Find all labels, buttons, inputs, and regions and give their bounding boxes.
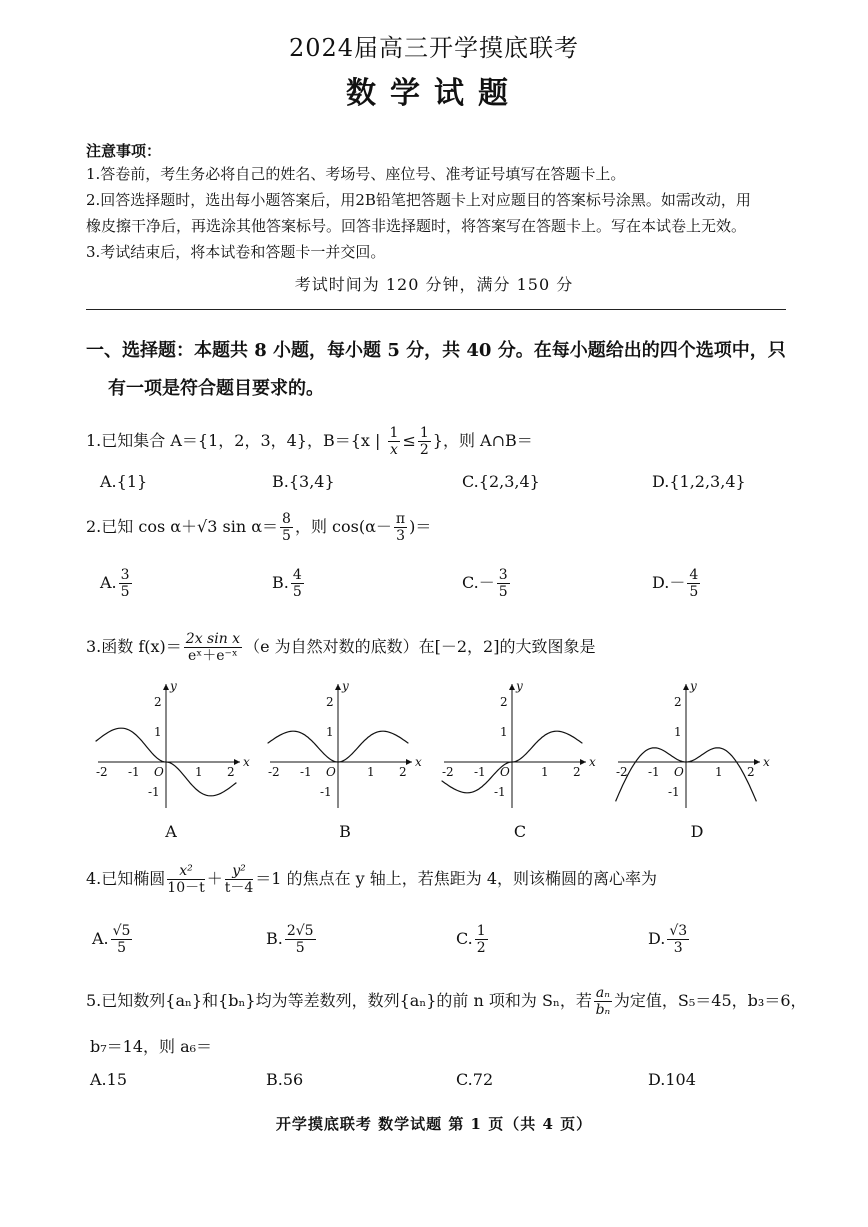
q5-option-d: D.104 (648, 1070, 696, 1089)
graph-c (436, 676, 596, 816)
tick-label-y1: 1 (500, 725, 508, 739)
x-axis-label: x (415, 755, 422, 769)
x-axis-arrow (580, 759, 586, 765)
x-axis-arrow (234, 759, 240, 765)
q4-option-c: C. $\frac{1}{2}$ (456, 923, 486, 956)
tick-label-1: 1 (715, 765, 723, 779)
tick-label-neg2: -2 (616, 765, 628, 779)
tick-label-y2: 2 (674, 695, 682, 709)
tick-label-neg1: -1 (474, 765, 486, 779)
q1-stem: 1.已知集合 A＝{1，2，3，4}，B＝ (86, 431, 351, 450)
tick-label-neg1: -1 (648, 765, 660, 779)
tick-label-yneg1: -1 (494, 785, 506, 799)
tick-label-y2: 2 (326, 695, 334, 709)
q1-option-c: C.{2,3,4} (462, 472, 540, 491)
graph-label-b: B (339, 822, 351, 841)
q2-option-a: A. $\frac{3}{5}$ (100, 567, 130, 600)
origin-label: O (500, 765, 510, 779)
q1-fraction: $\frac{1}{x}$ (389, 425, 399, 458)
tick-label-2: 2 (399, 765, 407, 779)
tick-label-2: 2 (227, 765, 235, 779)
q5-suffix: 为定值，S₅＝45，b₃＝6， (613, 991, 807, 1010)
divider (86, 309, 786, 310)
tick-label-2: 2 (573, 765, 581, 779)
q1-set-open: {x | (350, 431, 381, 450)
tick-label-y1: 1 (154, 725, 162, 739)
q2-option-b: B. $\frac{4}{5}$ (272, 567, 302, 600)
tick-label-y1: 1 (674, 725, 682, 739)
x-axis-label: x (589, 755, 596, 769)
question-4 (86, 864, 657, 895)
tick-label-neg1: -1 (128, 765, 140, 779)
q4-option-d: D. $\frac{√3}{3}$ (648, 923, 688, 956)
exam-time: 考试时间为 120 分钟，满分 150 分 (294, 275, 574, 294)
q4-stem: 4.已知椭圆 (86, 869, 166, 888)
tick-label-yneg1: -1 (668, 785, 680, 799)
q4-suffix: ＝1 的焦点在 y 轴上，若焦距为 4，则该椭圆的离心率为 (255, 869, 658, 888)
exam-title: 2024届高三开学摸底联考 (288, 34, 580, 62)
tick-label-1: 1 (367, 765, 375, 779)
tick-label-neg1: -1 (300, 765, 312, 779)
graph-a (90, 676, 250, 816)
tick-label-2: 2 (747, 765, 755, 779)
x-axis-arrow (406, 759, 412, 765)
q5-ratio: $\frac{\text{aₙ}}{\text{bₙ}}$ (595, 985, 611, 1018)
q4-plus: ＋ (206, 869, 223, 888)
question-2 (86, 512, 431, 543)
q5-option-c: C.72 (456, 1070, 494, 1089)
tick-label-y2: 2 (154, 695, 162, 709)
question-5 (86, 986, 807, 1017)
tick-label-neg2: -2 (442, 765, 454, 779)
y-axis-label: y (690, 679, 697, 693)
page-footer: 开学摸底联考 数学试题 第 1 页（共 4 页） (275, 1115, 593, 1133)
y-axis-arrow (163, 684, 169, 690)
q1-option-d: D.{1,2,3,4} (652, 472, 746, 491)
y-axis-label: y (516, 679, 523, 693)
q2-rhs: $\frac{8}{5}$ (282, 511, 291, 544)
note-item-3: 3.考试结束后，将本试卷和答题卡一并交回。 (86, 243, 386, 261)
graph-label-c: C (513, 822, 527, 841)
x-axis-label: x (243, 755, 250, 769)
q3-suffix: （e 为自然对数的底数）在[－2，2]的大致图象是 (244, 637, 596, 656)
q4-term2: $\frac{\text{y²}}{t-4}$ (224, 863, 254, 896)
q3-fraction: $\frac{\text{2x sin x}}{\text{eˣ＋e⁻ˣ}}$ (185, 631, 241, 664)
q5-option-a: A.15 (90, 1070, 127, 1089)
tick-label-y1: 1 (326, 725, 334, 739)
q2-option-c: C.－ $\frac{3}{5}$ (462, 567, 508, 600)
q2-mid: ，则 cos(α－ (294, 517, 392, 536)
section-heading-line1: 一、选择题：本题共 8 小题，每小题 5 分，共 40 分。在每小题给出的四个选项中，只 (86, 340, 786, 361)
q2-stem: 2.已知 cos α＋√3 sin α＝ (86, 517, 279, 536)
q5-stem: 5.已知数列{aₙ}和{bₙ}均为等差数列，数列{aₙ}的前 n 项和为 Sₙ，若 (86, 991, 592, 1010)
question-5-line2: b₇＝14，则 a₆＝ (90, 1037, 213, 1056)
tick-label-neg2: -2 (96, 765, 108, 779)
notes-heading: 注意事项： (86, 142, 162, 160)
graph-label-a: A (165, 822, 177, 841)
origin-label: O (326, 765, 336, 779)
tick-label-y2: 2 (500, 695, 508, 709)
note-item-2-cont: 橡皮擦干净后，再选涂其他答案标号。回答非选择题时，将答案写在答题卡上。写在本试卷上无效。 (86, 217, 747, 235)
y-axis-arrow (509, 684, 515, 690)
q4-option-a: A. $\frac{√5}{5}$ (92, 923, 131, 956)
q4-option-b: B. $\frac{2√5}{5}$ (266, 923, 314, 956)
note-item-1: 1.答卷前，考生务必将自己的姓名、考场号、座位号、准考证号填写在答题卡上。 (86, 165, 626, 183)
section-heading-line2: 有一项是符合题目要求的。 (108, 378, 324, 399)
q2-suffix: )＝ (409, 517, 432, 536)
tick-label-1: 1 (195, 765, 203, 779)
tick-label-yneg1: -1 (320, 785, 332, 799)
q1-leq: ≤ (402, 431, 416, 450)
y-axis-label: y (170, 679, 177, 693)
graph-d (610, 676, 780, 816)
q1-set-close: } (432, 431, 443, 450)
graph-label-d: D (690, 822, 704, 841)
x-axis-arrow (754, 759, 760, 765)
tick-label-yneg1: -1 (148, 785, 160, 799)
y-axis-arrow (335, 684, 341, 690)
q3-stem: 3.函数 f(x)＝ (86, 637, 182, 656)
question-1 (86, 426, 533, 457)
y-axis-arrow (683, 684, 689, 690)
origin-label: O (674, 765, 684, 779)
tick-label-1: 1 (541, 765, 549, 779)
q2-pi-over-3: $\frac{\pi}{3}$ (395, 511, 406, 544)
question-3 (86, 632, 595, 663)
q4-term1: $\frac{\text{x²}}{10-t}$ (167, 863, 205, 896)
x-axis-label: x (763, 755, 770, 769)
y-axis-label: y (342, 679, 349, 693)
origin-label: O (154, 765, 164, 779)
tick-label-neg2: -2 (268, 765, 280, 779)
q5-option-b: B.56 (266, 1070, 304, 1089)
q2-option-d: D.－ $\frac{4}{5}$ (652, 567, 699, 600)
note-item-2: 2.回答选择题时，选出每小题答案后，用2B铅笔把答题卡上对应题目的答案标号涂黑。如需改动，用 (86, 191, 751, 209)
q1-suffix: ，则 A∩B＝ (442, 431, 533, 450)
q1-half: $\frac{1}{2}$ (419, 425, 429, 458)
q1-option-a: A.{1} (100, 472, 148, 491)
subject-title: 数学试题 (346, 76, 522, 111)
graph-b (262, 676, 422, 816)
q1-option-b: B.{3,4} (272, 472, 335, 491)
